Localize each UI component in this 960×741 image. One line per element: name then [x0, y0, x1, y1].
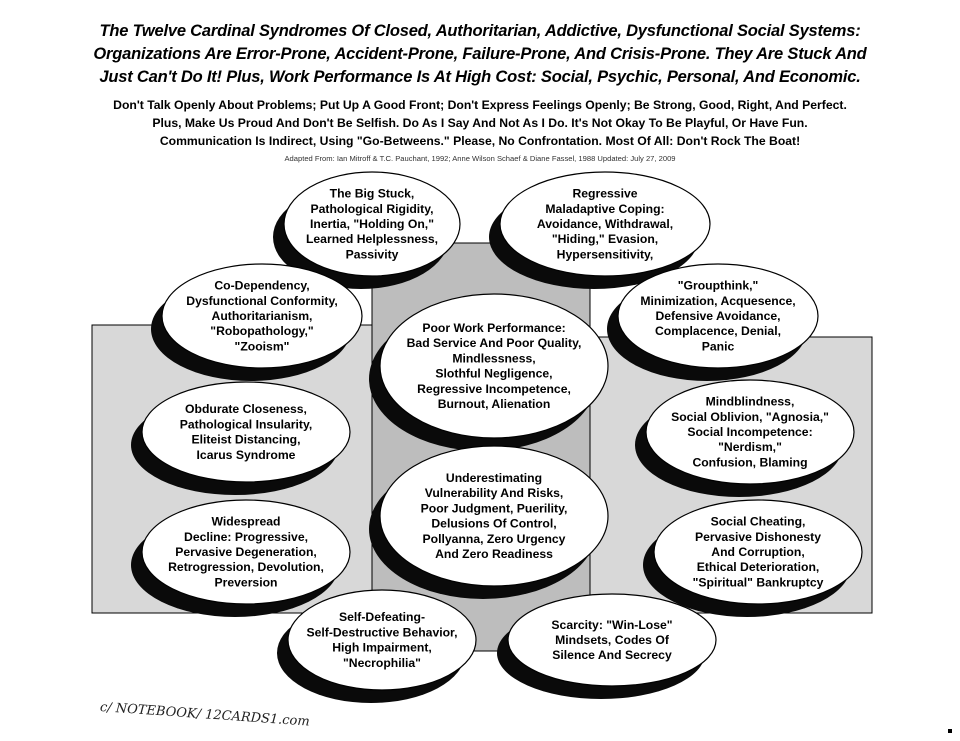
node-text-line: "Necrophilia"	[343, 655, 421, 670]
node-text-line: Bad Service And Poor Quality,	[406, 336, 582, 351]
source-citation: Adapted From: Ian Mitroff & T.C. Pauchant, 1992; Anne Wilson Schaef & Diane Fassel, 1988 Updated: July 27, 2009	[284, 154, 676, 163]
node-text-line: Dysfunctional Conformity,	[186, 293, 338, 308]
rule-line: Communication Is Indirect, Using "Go-Betweens." Please, No Confrontation. Most Of All: Don't Rock The Boat!	[159, 134, 801, 148]
corner-mark	[948, 729, 952, 733]
node-text-line: Complacence, Denial,	[655, 324, 781, 339]
node-text-line: Authoritarianism,	[211, 309, 313, 323]
node-text-line: "Hiding," Evasion,	[551, 232, 659, 247]
node-text-line: Poor Judgment, Puerility,	[420, 501, 568, 516]
node-text-line: Ethical Deterioration,	[696, 560, 820, 575]
node-text-line: And Zero Readiness	[435, 547, 553, 561]
node-text-line: "Zooism"	[234, 339, 290, 354]
node-text-line: Self-Defeating-	[339, 610, 425, 625]
title-line: Just Can't Do It! Plus, Work Performance Is At High Cost: Social, Psychic, Personal, And Economic.	[99, 68, 861, 86]
node-text-line: Pollyanna, Zero Urgency	[422, 531, 566, 546]
node-text-line: Pervasive Dishonesty	[694, 529, 822, 544]
node-text-line: Scarcity: "Win-Lose"	[551, 617, 673, 632]
node-text-line: Hypersensitivity,	[556, 247, 654, 262]
node-text-line: Avoidance, Withdrawal,	[536, 217, 674, 231]
node-text-line: Mindblindness,	[705, 394, 795, 409]
node-text-line: "Robopathology,"	[210, 324, 314, 339]
node-text-line: Social Cheating,	[710, 514, 806, 529]
node-text-line: The Big Stuck,	[329, 186, 415, 201]
node-text-line: And Corruption,	[711, 545, 805, 559]
node-text-line: Widespread	[211, 514, 281, 529]
node-text-line: Silence And Secrecy	[552, 648, 672, 663]
node-text-line: Regressive Incompetence,	[417, 381, 571, 396]
title-line: The Twelve Cardinal Syndromes Of Closed, Authoritarian, Addictive, Dysfunctional Social Systems:	[99, 22, 861, 40]
node-text-line: High Impairment,	[332, 640, 432, 655]
node-text-line: Preversion	[214, 575, 278, 590]
node-text-line: Obdurate Closeness,	[185, 402, 307, 417]
node-text-line: Minimization, Acquesence,	[640, 293, 796, 308]
node-text-line: "Spiritual" Bankruptcy	[692, 575, 824, 590]
node-text-line: Co-Dependency,	[214, 278, 310, 293]
node-text-line: Regressive	[572, 186, 638, 201]
node-text-line: Defensive Avoidance,	[655, 309, 781, 323]
node-text-line: Icarus Syndrome	[196, 447, 296, 462]
node-text-line: "Nerdism,"	[718, 440, 782, 455]
node-text-line: Vulnerability And Risks,	[424, 486, 564, 501]
node-text-line: Maladaptive Coping:	[545, 201, 665, 216]
node-text-line: Mindsets, Codes Of	[555, 633, 669, 647]
node-text-line: Learned Helplessness,	[305, 232, 439, 247]
node-text-line: Pervasive Degeneration,	[175, 545, 317, 559]
rule-line: Don't Talk Openly About Problems; Put Up A Good Front; Don't Express Feelings Openly; Be Strong, Good, Right, And Perfect.	[113, 98, 847, 112]
node-text-line: Panic	[701, 339, 735, 354]
node-text-line: Underestimating	[445, 471, 543, 485]
node-text-line: Retrogression, Devolution,	[168, 560, 324, 575]
node-text-line: Delusions Of Control,	[431, 516, 557, 531]
title-line: Organizations Are Error-Prone, Accident-Prone, Failure-Prone, And Crisis-Prone. They Are Stuck And	[93, 45, 867, 63]
node-text-line: Social Oblivion, "Agnosia,"	[671, 409, 829, 424]
node-text-line: Poor Work Performance:	[422, 321, 566, 335]
node-text-line: Pathological Rigidity,	[310, 201, 434, 216]
node-text-line: Slothful Negligence,	[435, 366, 553, 381]
node-text-line: Self-Destructive Behavior,	[306, 625, 458, 640]
node-text-line: Confusion, Blaming	[692, 455, 808, 470]
node-text-line: Decline: Progressive,	[184, 529, 308, 544]
node-text-line: "Groupthink,"	[677, 278, 759, 293]
rule-line: Plus, Make Us Proud And Don't Be Selfish. Do As I Say And Not As I Do. It's Not Okay To Be Playful, Or Have Fun.	[152, 116, 808, 130]
node-text-line: Mindlessness,	[452, 351, 536, 366]
node-text-line: Social Incompetence:	[687, 425, 813, 439]
node-text-line: Pathological Insularity,	[179, 417, 313, 432]
node-text-line: Passivity	[345, 247, 399, 262]
handwritten-note: c/ NOTEBOOK/ 12CARDS1.com	[99, 700, 311, 730]
node-text-line: Inertia, "Holding On,"	[310, 217, 434, 231]
node-text-line: Burnout, Alienation	[437, 397, 551, 411]
node-text-line: Eliteist Distancing,	[191, 432, 301, 447]
